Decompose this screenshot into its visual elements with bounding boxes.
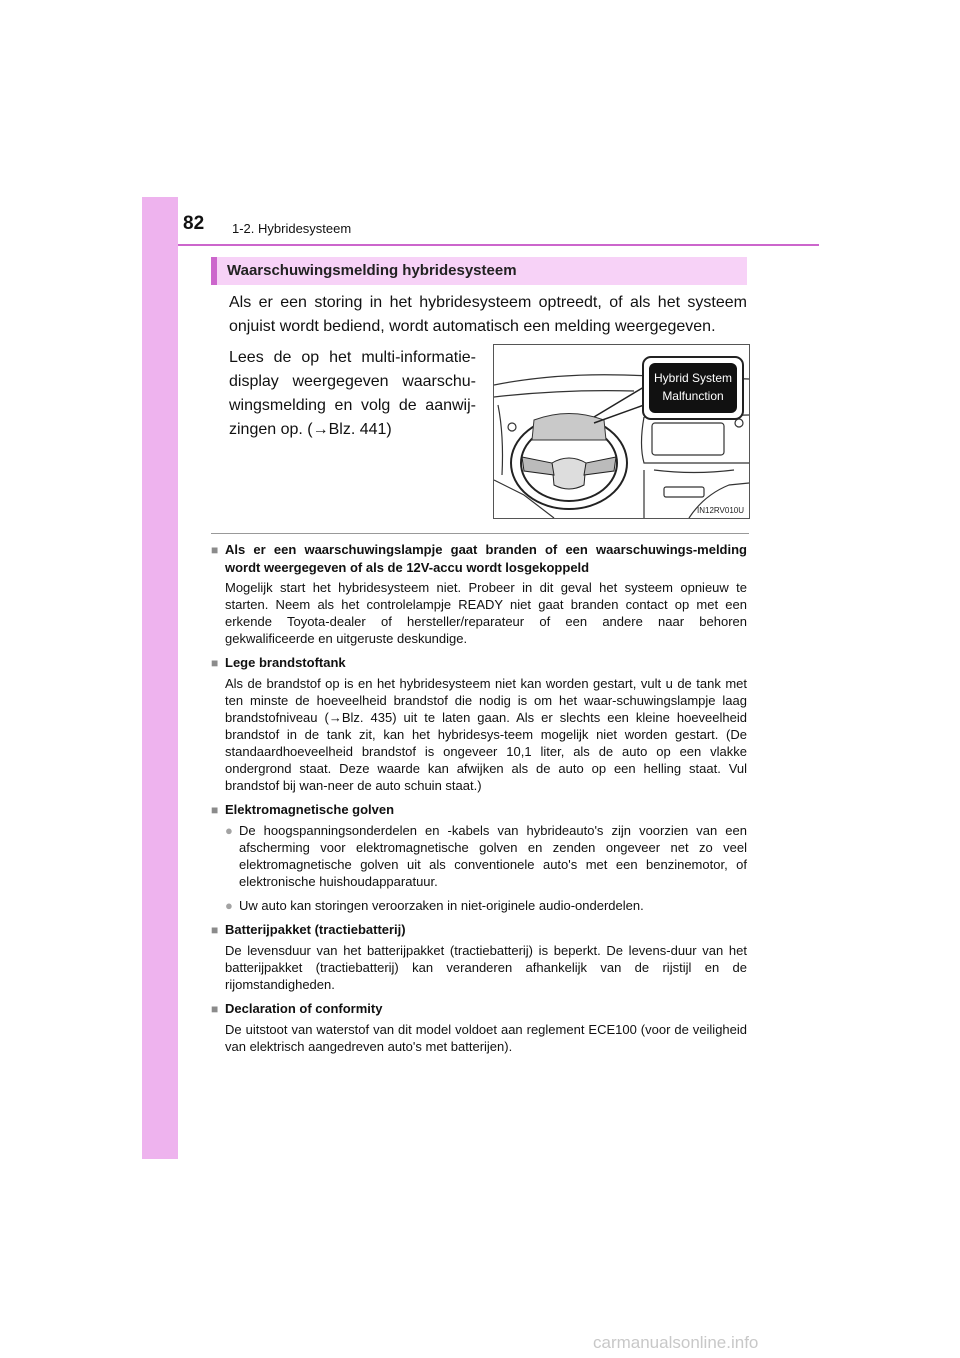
- section-heading-bar: [211, 257, 217, 285]
- black-square-icon: ■: [211, 656, 219, 670]
- callout-line-1: Hybrid System: [653, 371, 733, 385]
- note-heading: [211, 801, 747, 819]
- list-item: [211, 897, 747, 914]
- note-heading: [211, 541, 747, 576]
- intro-paragraph: Als er een storing in het hybridesysteem optreedt, of als het systeem onjuist wordt bediend, wordt automatisch een melding weergegeven.: [229, 294, 747, 335]
- watermark: carmanualsonline.info: [593, 1333, 759, 1352]
- figure-code: IN12RV010U: [697, 506, 744, 515]
- black-square-icon: ■: [211, 803, 219, 817]
- list-item-text: Uw auto kan storingen veroorzaken in niet-originele audio-onderdelen.: [239, 898, 644, 913]
- note-heading-text: Batterijpakket (tractiebatterij): [225, 922, 406, 937]
- note-heading-text: Declaration of conformity: [225, 1001, 383, 1016]
- callout-line-2: Malfunction: [662, 389, 724, 403]
- note-heading-text: Lege brandstoftank: [225, 655, 346, 670]
- note-block: [211, 541, 747, 647]
- note-heading: [211, 921, 747, 939]
- side-tab: [142, 197, 178, 1159]
- section-heading: [211, 257, 747, 285]
- note-bullet-list: [211, 822, 747, 914]
- list-item-text: De hoogspanningsonderdelen en -kabels van hybrideauto's zijn voorzien van een afscherming voor elektromagnetische golven en zenden ongeveer net zo veel elektromagnetische golven uit als conventionele auto's met een benzinemotor, of elektronische huishoudapparatuur.: [239, 823, 747, 889]
- running-head: 1-2. Hybridesysteem: [232, 221, 352, 236]
- circle-bullet-icon: ●: [225, 823, 233, 838]
- dashboard-illustration: [493, 344, 750, 519]
- list-item: [211, 822, 747, 890]
- black-square-icon: ■: [211, 543, 219, 557]
- dashboard-drawing: [494, 345, 749, 518]
- circle-bullet-icon: ●: [225, 898, 233, 913]
- note-body: De uitstoot van waterstof van dit model voldoet aan reglement ECE100 (voor de veiligheid van elektrisch aangedreven auto's met batterijen).: [225, 1022, 747, 1054]
- note-heading: [211, 654, 747, 672]
- note-block: [211, 654, 747, 794]
- note-block: [211, 921, 747, 993]
- section-divider: [211, 533, 749, 534]
- note-heading-text: Elektromagnetische golven: [225, 802, 395, 817]
- note-block: [211, 1000, 747, 1055]
- note-body: De levensduur van het batterijpakket (tractiebatterij) is beperkt. De levens-duur van het batterijpakket (tractiebatterij) kan veranderen afhankelijk van de rijstijl en de rijomstandigheden.: [225, 943, 747, 992]
- note-heading-text: Als er een waarschuwingslampje gaat branden of een waarschuwings-melding wordt weergegeven of als de 12V-accu wordt losgekoppeld: [225, 542, 747, 575]
- note-block: [211, 801, 747, 914]
- section-title: Waarschuwingsmelding hybridesysteem: [227, 262, 517, 279]
- note-body: Mogelijk start het hybridesysteem niet. Probeer in dit geval het systeem opnieuw te starten. Neem als het controlelampje READY niet gaat branden contact op met een erkende Toyota-dealer of hersteller/reparateur of een andere naar behoren gekwalificeerde en uitgeruste deskundige.: [225, 580, 747, 646]
- instruction-paragraph: Lees de op het multi-informatie-display weergegeven waarschu-wingsmelding en volg de aanwij-zingen op. (→Blz. 441): [229, 349, 476, 438]
- page-number: 82: [183, 213, 205, 234]
- note-body: Als de brandstof op is en het hybridesysteem niet kan worden gestart, vult u de tank met ten minste de hoeveelheid brandstof die nodig is om het waar-schuwingslampje laag brandstofniveau (→Blz. 435) uit te laten gaan. Als er slechts een kleine hoeveelheid brandstof in de tank zit, kan het hybridesys-teem mogelijk niet worden gestart. (De standaardhoeveelheid brandstof is ongeveer 10,1 liter, als de auto op een vlakke ondergrond staat. Deze waarde kan afwijken als de auto op een helling staat. Vul brandstof bij wan-neer de auto schuin staat.): [225, 676, 747, 793]
- notes-list: [211, 541, 747, 1062]
- black-square-icon: ■: [211, 923, 219, 937]
- note-heading: [211, 1000, 747, 1018]
- black-square-icon: ■: [211, 1002, 219, 1016]
- header-rule: [178, 244, 819, 246]
